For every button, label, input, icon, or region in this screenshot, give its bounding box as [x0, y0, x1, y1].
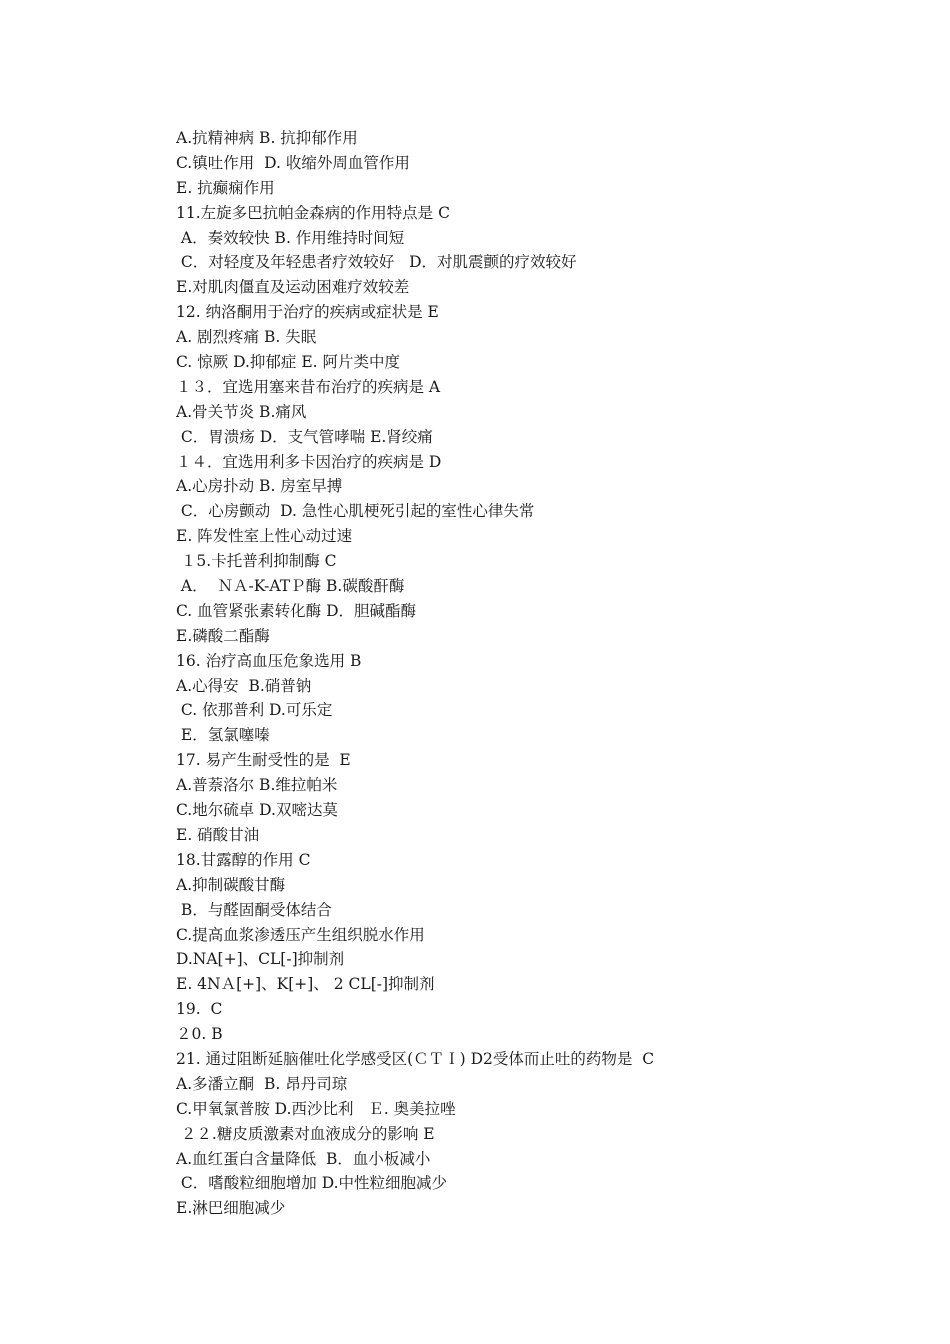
text-line: E.对肌肉僵直及运动困难疗效较差 — [176, 278, 410, 297]
text-line: A.血红蛋白含量降低 B．血小板减小 — [176, 1149, 431, 1168]
text-line: １３．宜选用塞来昔布治疗的疾病是 A — [176, 377, 441, 396]
text-line: A.普萘洛尔 B.维拉帕米 — [176, 776, 338, 795]
text-line: C．胃溃疡 D．支气管哮喘 E.肾绞痛 — [176, 427, 433, 446]
text-line: A.心得安 B.硝普钠 — [176, 676, 312, 695]
text-line: １5.卡托普利抑制酶 C — [176, 552, 337, 571]
text-line: １４．宜选用利多卡因治疗的疾病是 D — [176, 452, 442, 471]
text-line: C.地尔硫卓 D.双嘧达莫 — [176, 801, 338, 820]
text-line: E. 抗癫痫作用 — [176, 178, 275, 197]
text-line: C.甲氧氯普胺 D.西沙比利 Ｅ. 奥美拉唑 — [176, 1099, 456, 1118]
text-line: 11.左旋多巴抗帕金森病的作用特点是 C — [176, 203, 450, 222]
text-line: E. 4NＡ[+]、K[+]、 2 CL[-]抑制剂 — [176, 975, 435, 994]
text-line: E．氢氯噻嗪 — [176, 726, 270, 745]
text-line: E.磷酸二酯酶 — [176, 626, 270, 645]
text-line: C. 依那普利 D.可乐定 — [176, 701, 333, 720]
text-line: B．与醛固酮受体结合 — [176, 900, 332, 919]
text-line: A. 剧烈疼痛 B. 失眠 — [176, 328, 317, 347]
text-line: D.NA[+]、CL[-]抑制剂 — [176, 950, 345, 969]
text-line: E. 硝酸甘油 — [176, 825, 260, 844]
text-body — [176, 126, 896, 1221]
text-line: A．奏效较快 B. 作用维持时间短 — [176, 228, 405, 247]
text-line: C. 惊厥 D.抑郁症 E. 阿片类中度 — [176, 353, 400, 372]
text-line: ２２.糖皮质激素对血液成分的影响 E — [176, 1124, 435, 1143]
text-line: ２0. B — [176, 1025, 223, 1044]
text-line: C. 血管紧张素转化酶 D．胆碱酯酶 — [176, 601, 417, 620]
text-line: C.镇吐作用 D. 收缩外周血管作用 — [176, 153, 410, 172]
text-line: A.抗精神病 B. 抗抑郁作用 — [176, 129, 358, 147]
text-line: E. 阵发性室上性心动过速 — [176, 527, 353, 546]
text-line: A.抑制碳酸甘酶 — [176, 875, 286, 894]
text-line: 21. 通过阻断延脑催吐化学感受区(ＣＴＩ) D2受体而止吐的药物是 C — [176, 1049, 655, 1068]
text-line: C．对轻度及年轻患者疗效较好 D．对肌震颤的疗效较好 — [176, 253, 577, 272]
text-line: 19. C — [176, 1000, 223, 1019]
text-line: A.心房扑动 B. 房室早搏 — [176, 477, 343, 496]
text-line: A.骨关节炎 B.痛风 — [176, 402, 307, 421]
text-line: A.多潘立酮 B. 昂丹司琼 — [176, 1074, 348, 1093]
text-line: C．心房颤动 D. 急性心肌梗死引起的室性心律失常 — [176, 502, 535, 521]
text-line: C．嗜酸粒细胞增加 D.中性粒细胞减少 — [176, 1174, 448, 1193]
text-line: A． ＮＡ-K-ATＰ酶 B.碳酸酐酶 — [176, 577, 405, 596]
text-line: E.淋巴细胞减少 — [176, 1199, 286, 1218]
text-line: 16. 治疗高血压危象选用 B — [176, 651, 362, 670]
text-line: 18.甘露醇的作用 C — [176, 850, 311, 869]
text-line: 17. 易产生耐受性的是 E — [176, 751, 351, 770]
text-line: 12. 纳洛酮用于治疗的疾病或症状是 E — [176, 303, 439, 322]
text-line: C.提高血浆渗透压产生组织脱水作用 — [176, 925, 425, 944]
